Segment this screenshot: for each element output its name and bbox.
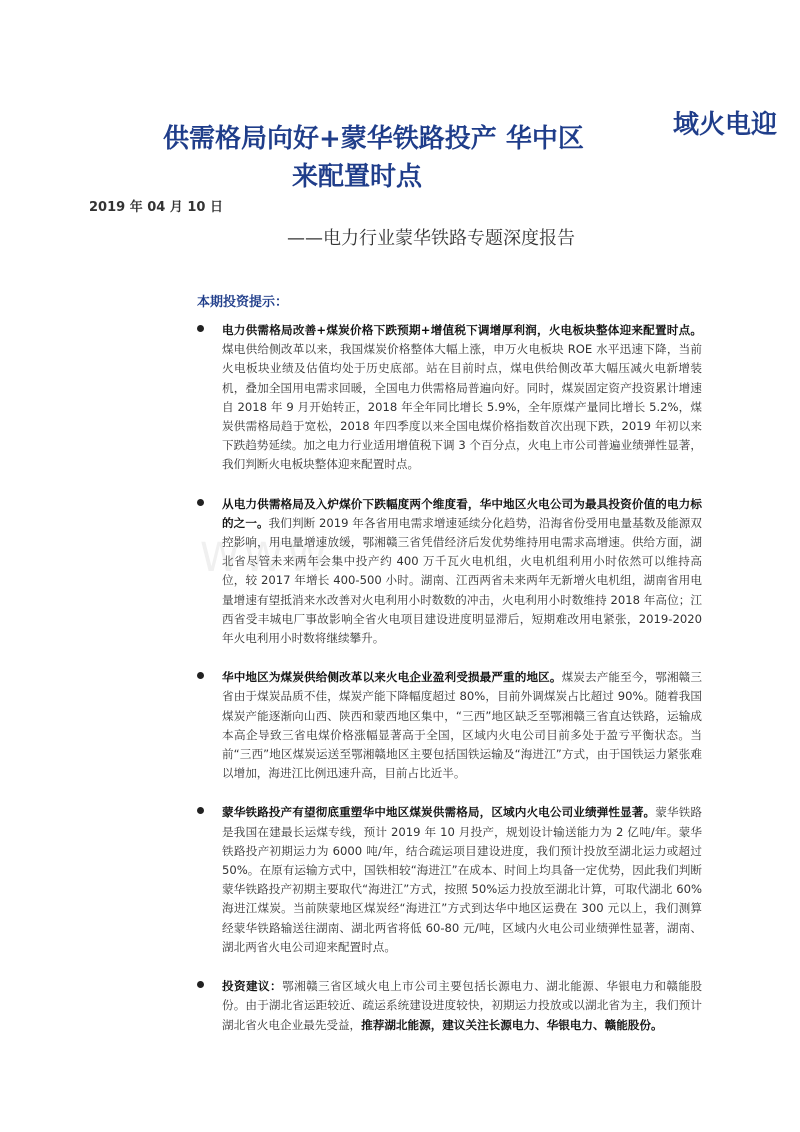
report-title-line2: 来配置时点 xyxy=(292,162,423,192)
bullet-dot-icon xyxy=(197,807,204,814)
bullet-body: 鄂湘赣三省区域火电上市公司主要包括长源电力、湖北能源、华银电力和赣能股份。由于湖北省运距较近、疏运系统建设进度较快，初期运力投放或以湖北省为主，我们预计湖北省火电企业最先受益， xyxy=(222,979,702,1032)
bullet-bold: 华中地区为煤炭供给侧改革以来火电企业盈利受损最严重的地区。 xyxy=(222,670,562,685)
bullet-dot-icon xyxy=(197,499,204,506)
section-heading: 本期投资提示： xyxy=(197,295,289,310)
report-title-line1: 供需格局向好+蒙华铁路投产 华中区 xyxy=(163,124,584,154)
bullet-text xyxy=(222,977,702,1035)
bullet-text xyxy=(222,495,702,649)
report-date: 2019 年 04 月 10 日 xyxy=(89,200,223,215)
bullet-bold: 投资建议： xyxy=(222,979,283,994)
bullet-bold-tail: 推荐湖北能源，建议关注长源电力、华银电力、赣能股份。 xyxy=(361,1017,663,1032)
bullet-body: 煤炭去产能至今，鄂湘赣三省由于煤炭品质不佳，煤炭产能下降幅度超过 80%，目前外调煤炭占比超过 90%。随着我国煤炭产能逐渐向山西、陕西和蒙西地区集中，“三西”地区缺乏至鄂湘赣三省直达铁路，运输成本高企导致三省电煤价格涨幅显著高于全国，区域内火电公司目前多处于盈亏平衡状态。当前“三西”地区煤炭运送至鄂湘赣地区主要包括国铁运输及“海进江”方式，由于国铁运力紧张难以增加，海进江比例迅速升高，目前占比近半。 xyxy=(222,670,702,781)
bullet-body: 煤电供给侧改革以来，我国煤炭价格整体大幅上涨，申万火电板块 ROE 水平迅速下降，当前火电板块业绩及估值均处于历史底部。站在目前时点，煤电供给侧改革大幅压减火电新增装机，叠加全国用电需求回暖，全国电力供需格局普遍向好。同时，煤炭固定资产投资累计增速自 2018 年 9 月开始转正，2018 年全年同比增长 5.9%，全年原煤产量同比增长 5.2%，煤炭供需格局趋于宽松，2018 年四季度以来全国电煤价格指数首次出现下跌，2019 年初以来下跌趋势延续。加之电力行业适用增值税下调 3 个百分点，火电上市公司普遍业绩弹性显著，我们判断火电板块整体迎来配置时点。 xyxy=(222,342,702,472)
bullet-dot-icon xyxy=(197,981,204,988)
bullet-item xyxy=(197,321,702,475)
bullet-text xyxy=(222,803,702,957)
bullet-dot-icon xyxy=(197,672,204,679)
bullet-item xyxy=(197,495,702,649)
bullet-text xyxy=(222,668,702,783)
bullet-bold: 从电力供需格局及入炉煤价下跌幅度两个维度看，华中地区火电公司为最具投资价值的电力标的之一。 xyxy=(222,496,702,530)
bullet-item xyxy=(197,668,702,783)
watermark: WWW xyxy=(200,535,331,581)
bullet-dot-icon xyxy=(197,325,204,332)
report-subtitle: ——电力行业蒙华铁路专题深度报告 xyxy=(287,228,575,249)
report-title-line1-overflow: 域火电迎 xyxy=(673,110,778,140)
bullet-body: 蒙华铁路是我国在建最长运煤专线，预计 2019 年 10 月投产，规划设计输送能力为 2 亿吨/年。蒙华铁路投产初期运力为 6000 吨/年，结合疏运项目建设进度，我们预计投放至湖北运力或超过 50%。在原有运输方式中，国铁相较“海进江”在成本、时间上均具备一定优势，因此我们判断蒙华铁路投产初期主要取代“海进江”方式，按照 50%运力投放至湖北计算，可取代湖北 60%海进江煤炭。当前陕蒙地区煤炭经“海进江”方式到达华中地区运费在 300 元以上，我们测算经蒙华铁路输送往湖南、湖北两省将低 60-80 元/吨，区域内火电公司业绩弹性显著，湖南、湖北两省火电公司迎来配置时点。 xyxy=(222,805,702,954)
investment-tips-list xyxy=(197,321,702,1055)
bullet-item xyxy=(197,977,702,1035)
bullet-text xyxy=(222,321,702,475)
bullet-bold: 蒙华铁路投产有望彻底重塑华中地区煤炭供需格局，区域内火电公司业绩弹性显著。 xyxy=(222,805,656,820)
bullet-bold: 电力供需格局改善+煤炭价格下跌预期+增值税下调增厚利润，火电板块整体迎来配置时点。 xyxy=(222,323,702,337)
bullet-item xyxy=(197,803,702,957)
bullet-body: 我们判断 2019 年各省用电需求增速延续分化趋势，沿海省份受用电量基数及能源双控影响，用电量增速放缓，鄂湘赣三省凭借经济后发优势维持用电需求高增速。供给方面，湖北省尽管未来两年会集中投产约 400 万千瓦火电机组，火电机组利用小时依然可以维持高位，较 2017 年增长 400-500 小时。湖南、江西两省未来两年无新增火电机组，湖南省用电量增速有望抵消来水改善对火电利用小时数数的冲击，火电利用小时数维持 2018 年高位；江西省受丰城电厂事故影响全省火电项目建设进度明显滞后，短期难改用电紧张，2019-2020 年火电利用小时数将继续攀升。 xyxy=(222,515,702,646)
